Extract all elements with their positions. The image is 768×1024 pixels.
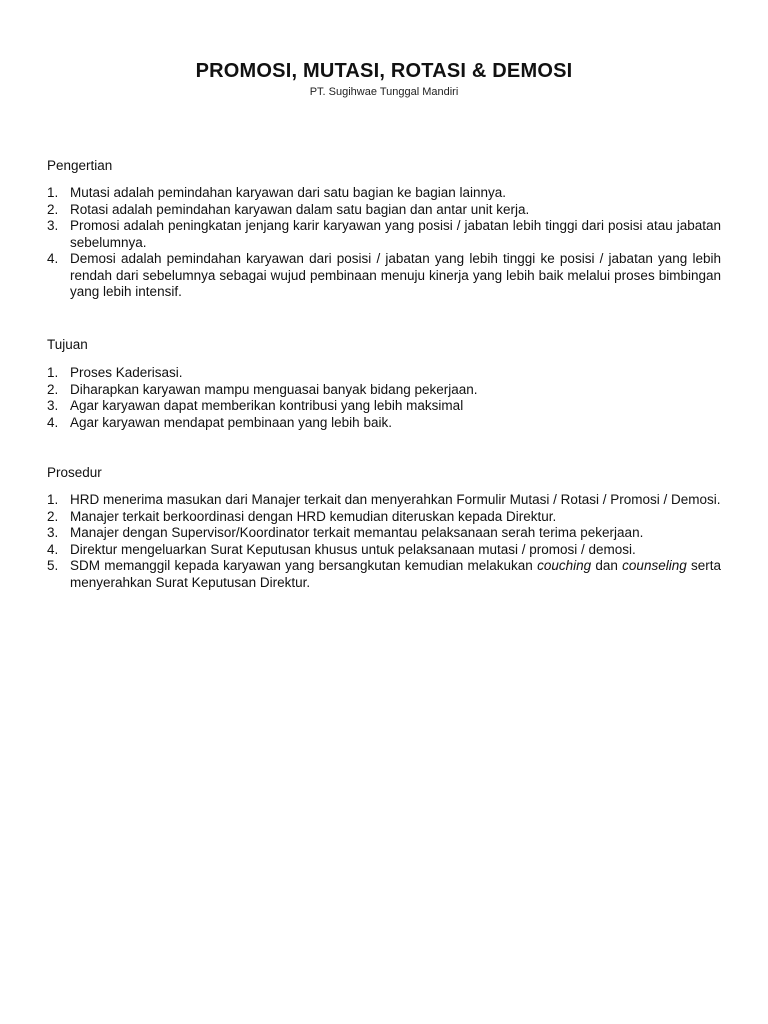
section-heading-prosedur: Prosedur bbox=[47, 465, 102, 480]
list-item bbox=[47, 558, 721, 591]
list-text: Agar karyawan dapat memberikan kontribusi yang lebih maksimal bbox=[70, 398, 464, 413]
list-number: 3. bbox=[47, 398, 59, 413]
list-number: 1. bbox=[47, 492, 59, 507]
list-text: Rotasi adalah pemindahan karyawan dalam satu bagian dan antar unit kerja. bbox=[70, 201, 530, 217]
list-number: 2. bbox=[47, 381, 59, 397]
list-text-part: SDM memanggil kepada karyawan yang bersangkutan kemudian melakukan bbox=[70, 558, 538, 573]
list-number: 4. bbox=[47, 541, 59, 557]
list-item bbox=[47, 251, 721, 301]
pengertian-list bbox=[47, 185, 721, 301]
list-text: Demosi adalah pemindahan karyawan dari posisi / jabatan yang lebih tinggi ke posisi / jabatan yang lebih rendah dari sebelumnya sebagai wujud pembinaan menuju kinerja yang lebih baik melalui proses bimbingan yang lebih intensif. bbox=[70, 251, 721, 299]
list-item bbox=[47, 542, 721, 559]
list-number: 2. bbox=[47, 201, 59, 217]
list-text: Mutasi adalah pemindahan karyawan dari satu bagian ke bagian lainnya. bbox=[70, 185, 507, 200]
list-item bbox=[47, 185, 721, 202]
list-number: 3. bbox=[47, 218, 59, 233]
list-text bbox=[70, 558, 721, 590]
list-item bbox=[47, 382, 721, 399]
document-title: PROMOSI, MUTASI, ROTASI & DEMOSI bbox=[195, 60, 573, 82]
list-text: Manajer terkait berkoordinasi dengan HRD kemudian diteruskan kepada Direktur. bbox=[70, 508, 557, 524]
list-item bbox=[47, 509, 721, 526]
list-text: Direktur mengeluarkan Surat Keputusan khusus untuk pelaksanaan mutasi / promosi / demosi. bbox=[70, 541, 636, 557]
list-text: Proses Kaderisasi. bbox=[70, 365, 183, 380]
list-text: HRD menerima masukan dari Manajer terkait dan menyerahkan Formulir Mutasi / Rotasi / Promosi / Demosi. bbox=[70, 492, 721, 507]
list-number: 1. bbox=[47, 365, 59, 380]
list-text-part: dan bbox=[591, 558, 623, 573]
list-item bbox=[47, 525, 721, 542]
list-text: Agar karyawan mendapat pembinaan yang lebih baik. bbox=[70, 414, 392, 430]
list-item bbox=[47, 492, 721, 509]
document-subtitle: PT. Sugihwae Tunggal Mandiri bbox=[309, 86, 459, 98]
section-heading-tujuan: Tujuan bbox=[47, 337, 88, 352]
list-item bbox=[47, 398, 721, 415]
section-heading-pengertian: Pengertian bbox=[47, 158, 113, 173]
list-item bbox=[47, 415, 721, 432]
list-text-part: serta menyerahkan Surat Keputusan Direktur. bbox=[70, 558, 721, 590]
list-item bbox=[47, 202, 721, 219]
list-number: 5. bbox=[47, 558, 59, 573]
prosedur-list bbox=[47, 492, 721, 591]
list-number: 4. bbox=[47, 414, 59, 430]
list-text-emphasis: couching bbox=[537, 558, 592, 573]
list-text: Diharapkan karyawan mampu menguasai banyak bidang pekerjaan. bbox=[70, 381, 478, 397]
list-number: 4. bbox=[47, 251, 59, 266]
list-number: 3. bbox=[47, 525, 59, 540]
list-text: Manajer dengan Supervisor/Koordinator terkait memantau pelaksanaan serah terima pekerjaan. bbox=[70, 525, 644, 540]
list-item bbox=[47, 365, 721, 382]
list-text-emphasis: counseling bbox=[622, 558, 687, 573]
list-number: 1. bbox=[47, 185, 59, 200]
list-number: 2. bbox=[47, 508, 59, 524]
list-item bbox=[47, 218, 721, 251]
tujuan-list bbox=[47, 365, 721, 431]
list-text: Promosi adalah peningkatan jenjang karir karyawan yang posisi / jabatan lebih tinggi dari posisi atau jabatan sebelumnya. bbox=[70, 218, 721, 250]
